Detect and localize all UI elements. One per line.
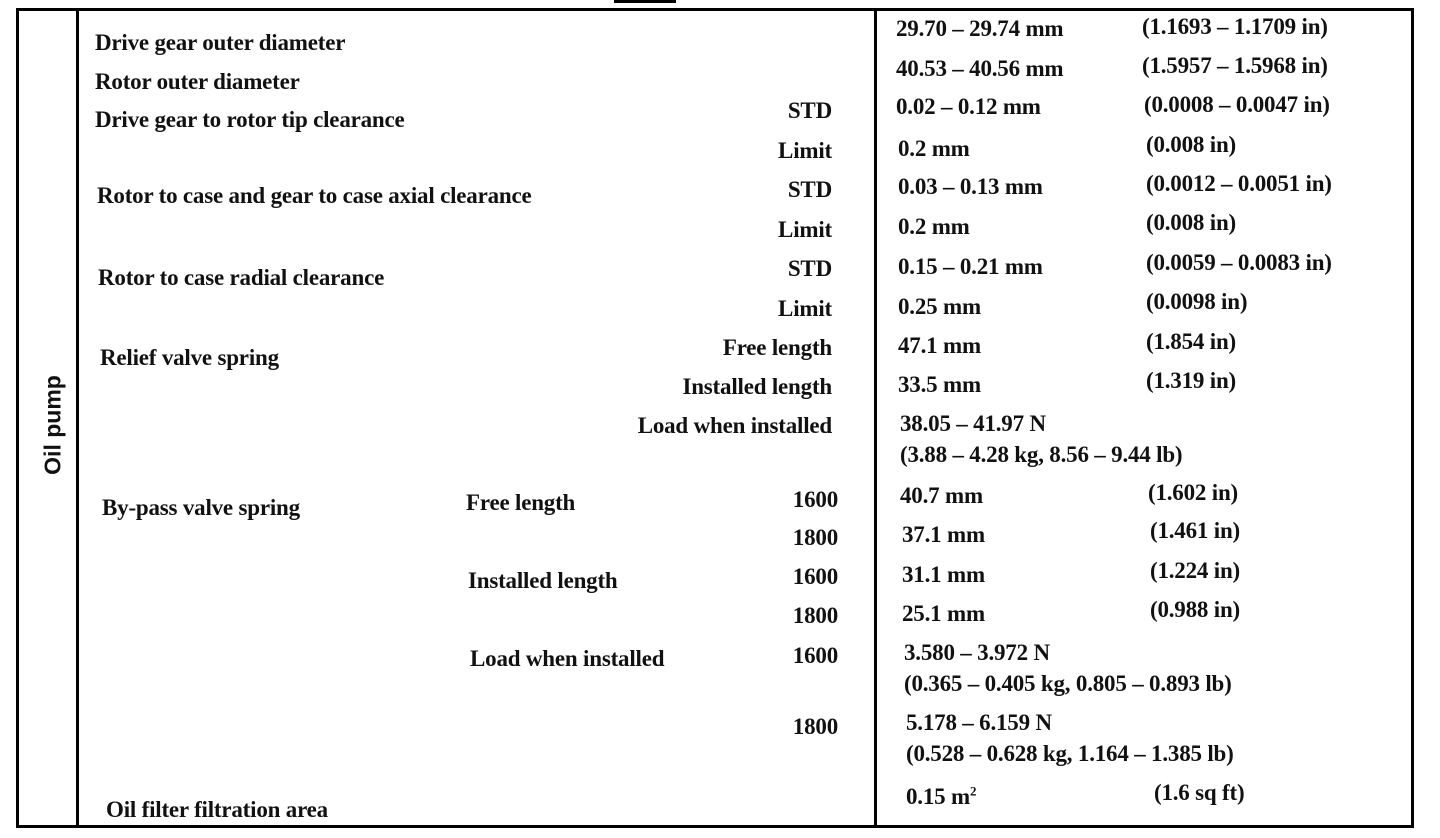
row-qualifier: 1800 <box>792 603 838 628</box>
row-label: Drive gear to rotor tip clearance <box>95 107 405 132</box>
row-imperial: (0.0008 – 0.0047 in) <box>1144 92 1330 117</box>
row-metric: 3.580 – 3.972 N <box>904 640 1050 665</box>
row-imperial: (1.461 in) <box>1150 518 1241 543</box>
row-imperial: (0.0012 – 0.0051 in) <box>1146 171 1332 196</box>
row-metric: 0.15 – 0.21 mm <box>898 254 1043 279</box>
row-imperial: (0.0059 – 0.0083 in) <box>1146 250 1332 275</box>
row-metric <box>906 784 976 810</box>
row-imperial: (1.602 in) <box>1148 480 1239 505</box>
row-subgroup: Free length <box>466 490 576 515</box>
row-label: Oil filter filtration area <box>106 797 328 822</box>
row-metric-secondary: (3.88 – 4.28 kg, 8.56 – 9.44 lb) <box>900 442 1183 467</box>
row-imperial: (1.1693 – 1.1709 in) <box>1142 14 1328 39</box>
row-metric: 5.178 – 6.159 N <box>906 710 1052 735</box>
row-qualifier: 1600 <box>792 564 838 589</box>
row-metric: 0.2 mm <box>898 136 970 161</box>
row-label: Rotor to case radial clearance <box>98 265 385 290</box>
row-imperial: (0.008 in) <box>1146 210 1237 235</box>
row-qualifier: STD <box>787 177 832 202</box>
row-qualifier: 1600 <box>792 487 838 512</box>
row-qualifier: Load when installed <box>637 413 832 438</box>
section-divider <box>76 8 79 828</box>
row-qualifier: Installed length <box>682 374 832 399</box>
row-metric: 29.70 – 29.74 mm <box>896 16 1064 41</box>
row-imperial: (0.0098 in) <box>1146 289 1248 314</box>
row-metric: 37.1 mm <box>902 522 985 547</box>
row-metric: 38.05 – 41.97 N <box>900 411 1046 436</box>
row-label: Relief valve spring <box>100 345 279 370</box>
row-metric-exponent: 2 <box>969 783 977 799</box>
row-qualifier: STD <box>787 98 832 123</box>
row-label: Drive gear outer diameter <box>95 30 346 55</box>
row-metric: 47.1 mm <box>898 333 981 358</box>
row-qualifier: Free length <box>722 335 832 360</box>
row-imperial: (1.5957 – 1.5968 in) <box>1142 53 1328 78</box>
top-mark <box>614 0 676 3</box>
row-imperial: (1.6 sq ft) <box>1154 780 1245 805</box>
row-label: Rotor to case and gear to case axial clearance <box>97 183 532 208</box>
row-metric: 33.5 mm <box>898 372 981 397</box>
row-metric: 31.1 mm <box>902 562 985 587</box>
row-qualifier: Limit <box>778 217 832 242</box>
row-qualifier: Limit <box>778 296 832 321</box>
row-label: By-pass valve spring <box>102 495 300 520</box>
row-subgroup: Load when installed <box>470 646 665 671</box>
row-imperial: (1.224 in) <box>1150 558 1241 583</box>
row-qualifier: STD <box>787 256 832 281</box>
row-metric-secondary: (0.528 – 0.628 kg, 1.164 – 1.385 lb) <box>906 741 1234 766</box>
value-divider <box>874 8 877 828</box>
section-label-text: Oil pump <box>39 375 66 475</box>
section-label <box>33 360 73 490</box>
row-metric: 0.02 – 0.12 mm <box>896 94 1041 119</box>
row-imperial: (0.008 in) <box>1146 132 1237 157</box>
row-subgroup: Installed length <box>468 568 618 593</box>
row-metric: 0.2 mm <box>898 214 970 239</box>
row-qualifier: 1800 <box>792 714 838 739</box>
row-label: Rotor outer diameter <box>95 69 300 94</box>
row-metric-secondary: (0.365 – 0.405 kg, 0.805 – 0.893 lb) <box>904 671 1232 696</box>
row-imperial: (1.319 in) <box>1146 368 1237 393</box>
row-metric: 40.53 – 40.56 mm <box>896 56 1064 81</box>
row-qualifier: 1800 <box>792 525 838 550</box>
row-qualifier: 1600 <box>792 643 838 668</box>
row-imperial: (1.854 in) <box>1146 329 1237 354</box>
row-metric: 0.03 – 0.13 mm <box>898 174 1043 199</box>
row-metric: 40.7 mm <box>900 483 983 508</box>
row-metric-base: 0.15 m <box>906 784 970 809</box>
row-imperial: (0.988 in) <box>1150 597 1241 622</box>
row-metric: 25.1 mm <box>902 601 985 626</box>
row-qualifier: Limit <box>778 138 832 163</box>
row-metric: 0.25 mm <box>898 294 981 319</box>
